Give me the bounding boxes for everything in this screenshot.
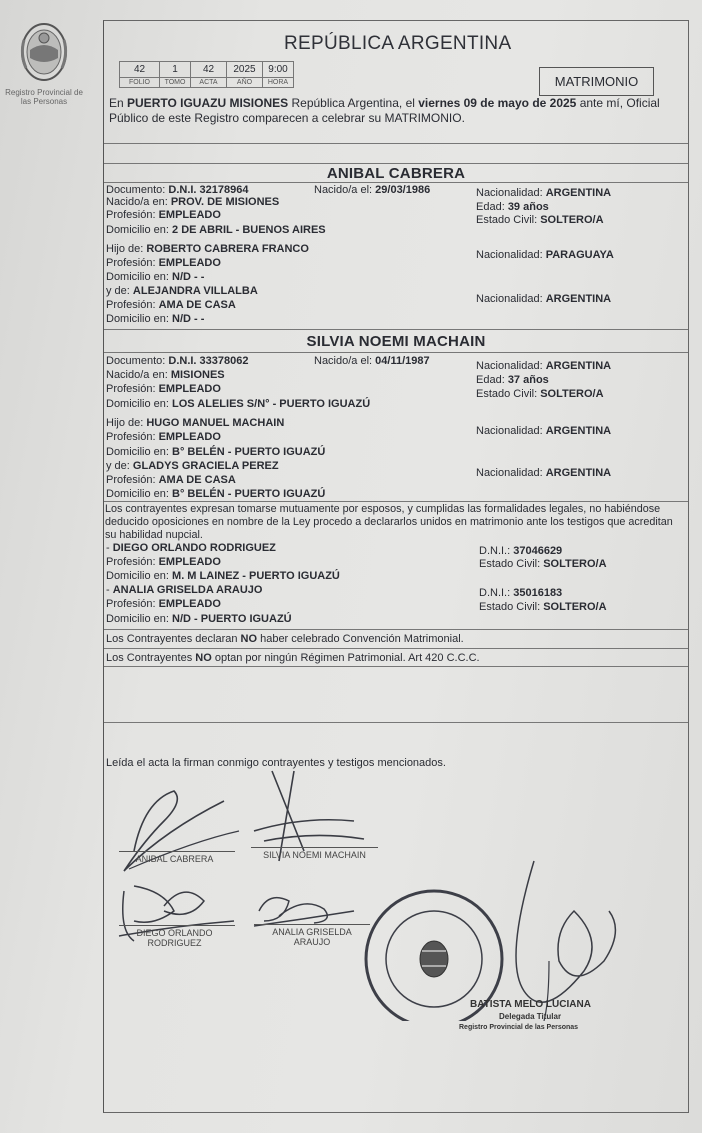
hour-value: 9:00 bbox=[263, 62, 294, 78]
groom-address: Domicilio en: 2 DE ABRIL - BUENOS AIRES bbox=[106, 224, 326, 236]
hour-label: HORA bbox=[263, 78, 294, 88]
handwritten-signatures bbox=[104, 761, 690, 1021]
tomo-value: 1 bbox=[160, 62, 191, 78]
groom-civil-status: Estado Civil: SOLTERO/A bbox=[476, 214, 604, 226]
witness-1-profession: Profesión: EMPLEADO bbox=[106, 556, 221, 568]
divider bbox=[104, 143, 688, 144]
bride-civil-status: Estado Civil: SOLTERO/A bbox=[476, 388, 604, 400]
year-value: 2025 bbox=[227, 62, 263, 78]
divider bbox=[104, 352, 688, 353]
divider bbox=[104, 629, 688, 630]
witness-1-address: Domicilio en: M. M LAINEZ - PUERTO IGUAZÚ bbox=[106, 570, 340, 582]
bride-mother-nationality: Nacionalidad: ARGENTINA bbox=[476, 467, 612, 479]
witness-2-dni: D.N.I.: 35016183 bbox=[479, 587, 563, 599]
bride-nationality: Nacionalidad: ARGENTINA bbox=[476, 360, 612, 372]
divider bbox=[104, 648, 688, 649]
certificate-frame bbox=[103, 20, 689, 1113]
witness-2-civil-status: Estado Civil: SOLTERO/A bbox=[479, 601, 607, 613]
signature-label-witness-1: DIEGO ORLANDO RODRIGUEZ bbox=[136, 928, 213, 948]
closing-text: Leída el acta la firman conmigo contrayentes y testigos mencionados. bbox=[106, 757, 446, 769]
tomo-label: TOMO bbox=[160, 78, 191, 88]
bride-document: Documento: D.N.I. 33378062 bbox=[106, 355, 249, 367]
bride-mother-address: Domicilio en: B° BELÉN - PUERTO IGUAZÚ bbox=[106, 488, 326, 500]
bride-mother-profession: Profesión: AMA DE CASA bbox=[106, 474, 236, 486]
witness-1-name: - DIEGO ORLANDO RODRIGUEZ bbox=[106, 542, 276, 554]
groom-age: Edad: 39 años bbox=[476, 201, 549, 213]
witness-1-dni: D.N.I.: 37046629 bbox=[479, 545, 563, 557]
divider bbox=[104, 666, 688, 667]
groom-father-address: Domicilio en: N/D - - bbox=[106, 271, 205, 283]
signature-label-bride: SILVIA NOEMI MACHAIN bbox=[263, 850, 366, 860]
signature-line bbox=[254, 924, 370, 925]
bride-birthplace: Nacido/a en: MISIONES bbox=[106, 369, 225, 381]
groom-document: Documento: D.N.I. 32178964 bbox=[106, 184, 249, 196]
witness-1-civil-status: Estado Civil: SOLTERO/A bbox=[479, 558, 607, 570]
year-label: AÑO bbox=[227, 78, 263, 88]
provincial-emblem bbox=[4, 20, 84, 106]
officer-role: Delegada Titular bbox=[499, 1012, 562, 1021]
groom-name: ANIBAL CABRERA bbox=[326, 165, 466, 182]
signature-label-witness-2: ANALIA GRISELDA ARAUJO bbox=[272, 927, 352, 947]
folio-value: 42 bbox=[120, 62, 160, 78]
officer-name: BATISTA MELO LUCIANA bbox=[470, 999, 591, 1010]
bride-name: SILVIA NOEMI MACHAIN bbox=[306, 333, 486, 350]
groom-father: Hijo de: ROBERTO CABRERA FRANCO bbox=[106, 243, 309, 255]
officer-org: Registro Provincial de las Personas bbox=[459, 1024, 579, 1031]
coat-of-arms-icon bbox=[18, 20, 70, 86]
registry-box bbox=[119, 61, 294, 88]
witness-2-address: Domicilio en: N/D - PUERTO IGUAZÚ bbox=[106, 613, 292, 625]
bride-address: Domicilio en: LOS ALELIES S/N° - PUERTO IGUAZÚ bbox=[106, 398, 371, 410]
divider bbox=[104, 329, 688, 330]
bride-age: Edad: 37 años bbox=[476, 374, 549, 386]
declaration-text: Los contrayentes expresan tomarse mutuamente por esposos, y cumplidas las formalidades legales, no habiéndose deducido oposiciones en nombre de la Ley procedo a declararlos unidos en matrimonio ante los testigos que acreditan su habilidad nupcial. bbox=[105, 503, 673, 541]
groom-mother-nationality: Nacionalidad: ARGENTINA bbox=[476, 293, 612, 305]
signature-line bbox=[251, 847, 378, 848]
groom-birthdate: Nacido/a el: 29/03/1986 bbox=[314, 184, 431, 196]
intro-text: En PUERTO IGUAZU MISIONES República Argentina, el viernes 09 de mayo de 2025 ante mí, Oficial Público de este Registro comparecen a celebrar su MATRIMONIO. bbox=[109, 96, 660, 125]
groom-father-nationality: Nacionalidad: PARAGUAYA bbox=[476, 249, 614, 261]
folio-label: FOLIO bbox=[120, 78, 160, 88]
groom-birthplace: Nacido/a en: PROV. DE MISIONES bbox=[106, 196, 280, 208]
bride-profession: Profesión: EMPLEADO bbox=[106, 383, 221, 395]
signature-line bbox=[119, 851, 235, 852]
divider bbox=[104, 182, 688, 183]
bride-father-address: Domicilio en: B° BELÉN - PUERTO IGUAZÚ bbox=[106, 446, 326, 458]
groom-mother-profession: Profesión: AMA DE CASA bbox=[106, 299, 236, 311]
groom-nationality: Nacionalidad: ARGENTINA bbox=[476, 187, 612, 199]
groom-father-profession: Profesión: EMPLEADO bbox=[106, 257, 221, 269]
acta-value: 42 bbox=[191, 62, 227, 78]
divider bbox=[104, 501, 688, 502]
document-title: REPÚBLICA ARGENTINA bbox=[284, 33, 512, 54]
regime-note: Los Contrayentes NO optan por ningún Régimen Patrimonial. Art 420 C.C.C. bbox=[106, 652, 480, 664]
bride-father-nationality: Nacionalidad: ARGENTINA bbox=[476, 425, 612, 437]
signature-line bbox=[119, 925, 235, 926]
bride-father: Hijo de: HUGO MANUEL MACHAIN bbox=[106, 417, 285, 429]
emblem-caption: Registro Provincial de las Personas bbox=[5, 88, 83, 106]
convention-note: Los Contrayentes declaran NO haber celebrado Convención Matrimonial. bbox=[106, 633, 464, 645]
witness-2-name: - ANALIA GRISELDA ARAUJO bbox=[106, 584, 263, 596]
divider bbox=[104, 722, 688, 723]
bride-birthdate: Nacido/a el: 04/11/1987 bbox=[314, 355, 430, 367]
witness-2-profession: Profesión: EMPLEADO bbox=[106, 598, 221, 610]
groom-mother: y de: ALEJANDRA VILLALBA bbox=[106, 285, 258, 297]
bride-father-profession: Profesión: EMPLEADO bbox=[106, 431, 221, 443]
divider bbox=[104, 163, 688, 164]
groom-mother-address: Domicilio en: N/D - - bbox=[106, 313, 205, 325]
bride-mother: y de: GLADYS GRACIELA PEREZ bbox=[106, 460, 279, 472]
act-type-box: MATRIMONIO bbox=[539, 67, 654, 96]
groom-profession: Profesión: EMPLEADO bbox=[106, 209, 221, 221]
acta-label: ACTA bbox=[191, 78, 227, 88]
signature-label-groom: ANIBAL CABRERA bbox=[135, 854, 214, 864]
